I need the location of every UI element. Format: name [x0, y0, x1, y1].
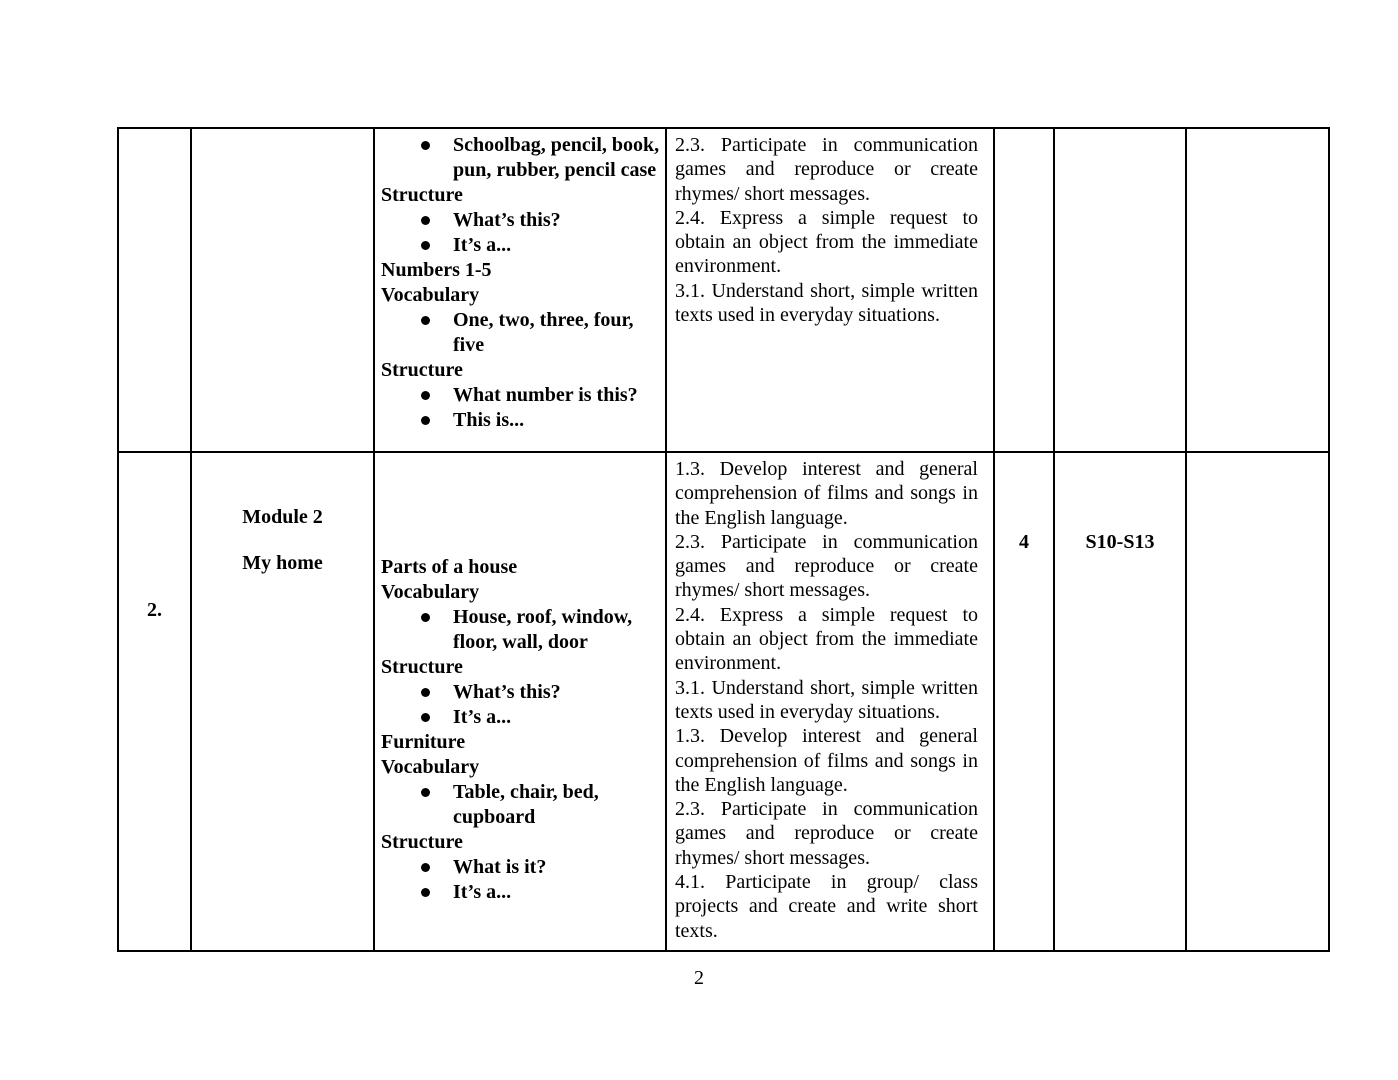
bullet-text: This is...: [453, 409, 525, 431]
content-heading: Vocabulary: [381, 581, 480, 603]
bullet-text: What number is this?: [453, 384, 638, 406]
objectives-list: [675, 457, 978, 943]
objective-paragraph: 2.3. Participate in communication games and reproduce or create rhymes/ short messages.: [675, 798, 978, 869]
cell-row2-pages: S10-S13: [1055, 453, 1187, 950]
content-heading: Furniture: [381, 731, 466, 753]
bullet-icon: [421, 788, 430, 797]
bullet-text: It’s a...: [453, 706, 512, 728]
objective-paragraph: 1.3. Develop interest and general comprehension of films and songs in the English language.: [675, 458, 978, 529]
bullet-item: [375, 208, 665, 233]
bullet-icon: [421, 241, 430, 250]
bullet-icon: [421, 688, 430, 697]
bullet-text: What is it?: [453, 856, 547, 878]
objective-paragraph: 3.1. Understand short, simple written texts used in everyday situations.: [675, 676, 978, 723]
content-list: [375, 555, 665, 905]
bullet-text: It’s a...: [453, 234, 512, 256]
bullet-item: [375, 308, 665, 358]
cell-row1-content: [375, 129, 667, 453]
bullet-icon: [421, 888, 430, 897]
bullet-item: [375, 880, 665, 905]
content-heading: Parts of a house: [381, 556, 518, 578]
bullet-icon: [421, 863, 430, 872]
bullet-text: It’s a...: [453, 881, 512, 903]
bullet-item: [375, 605, 665, 655]
bullet-item: [375, 133, 665, 183]
cell-row1-objectives: [667, 129, 995, 453]
content-heading: Vocabulary: [381, 756, 480, 778]
bullet-icon: [421, 316, 430, 325]
bullet-item: [375, 780, 665, 830]
bullet-icon: [421, 216, 430, 225]
bullet-icon: [421, 141, 430, 150]
content-heading: Numbers 1-5: [381, 259, 492, 281]
objective-paragraph: 3.1. Understand short, simple written texts used in everyday situations.: [675, 279, 978, 327]
bullet-item: [375, 383, 665, 408]
bullet-icon: [421, 713, 430, 722]
content-heading: Structure: [381, 656, 463, 678]
module-lines: [192, 505, 373, 576]
objective-paragraph: 2.3. Participate in communication games and reproduce or create rhymes/ short messages.: [675, 134, 978, 205]
bullet-icon: [421, 416, 430, 425]
content-heading: Structure: [381, 359, 463, 381]
objectives-list: [675, 133, 978, 327]
cell-row2-number: 2.: [119, 453, 192, 950]
cell-row2-content: [375, 453, 667, 950]
bullet-text: What’s this?: [453, 209, 561, 231]
cell-row2-module: [192, 453, 375, 950]
cell-row2-objectives: [667, 453, 995, 950]
content-heading: Structure: [381, 184, 463, 206]
bullet-item: [375, 855, 665, 880]
page-number: 2: [694, 967, 704, 989]
bullet-icon: [421, 613, 430, 622]
curriculum-table: [117, 127, 1330, 952]
cell-row2-extra: [1187, 453, 1328, 950]
module-line: My home: [242, 552, 323, 574]
cell-row2-hours: 4: [995, 453, 1055, 950]
bullet-text: Table, chair, bed, cupboard: [453, 781, 599, 828]
cell-row1-module: [192, 129, 375, 453]
bullet-text: House, roof, window, floor, wall, door: [453, 606, 633, 653]
cell-row1-hours: [995, 129, 1055, 453]
cell-row1-number: [119, 129, 192, 453]
content-list: [375, 133, 665, 433]
objective-paragraph: 4.1. Participate in group/ class projects and create and write short texts.: [675, 871, 978, 942]
content-heading: Structure: [381, 831, 463, 853]
cell-row1-pages: [1055, 129, 1187, 453]
module-line: Module 2: [242, 506, 323, 528]
bullet-item: [375, 408, 665, 433]
bullet-icon: [421, 391, 430, 400]
bullet-text: Schoolbag, pencil, book, pun, rubber, pencil case: [453, 134, 660, 181]
bullet-text: What’s this?: [453, 681, 561, 703]
bullet-text: One, two, three, four, five: [453, 309, 634, 356]
objective-paragraph: 2.3. Participate in communication games and reproduce or create rhymes/ short messages.: [675, 530, 978, 602]
objective-paragraph: 1.3. Develop interest and general comprehension of films and songs in the English language.: [675, 725, 978, 796]
bullet-item: [375, 680, 665, 705]
content-heading: Vocabulary: [381, 284, 480, 306]
objective-paragraph: 2.4. Express a simple request to obtain an object from the immediate environment.: [675, 206, 978, 278]
bullet-item: [375, 705, 665, 730]
objective-paragraph: 2.4. Express a simple request to obtain an object from the immediate environment.: [675, 603, 978, 675]
bullet-item: [375, 233, 665, 258]
cell-row1-extra: [1187, 129, 1328, 453]
